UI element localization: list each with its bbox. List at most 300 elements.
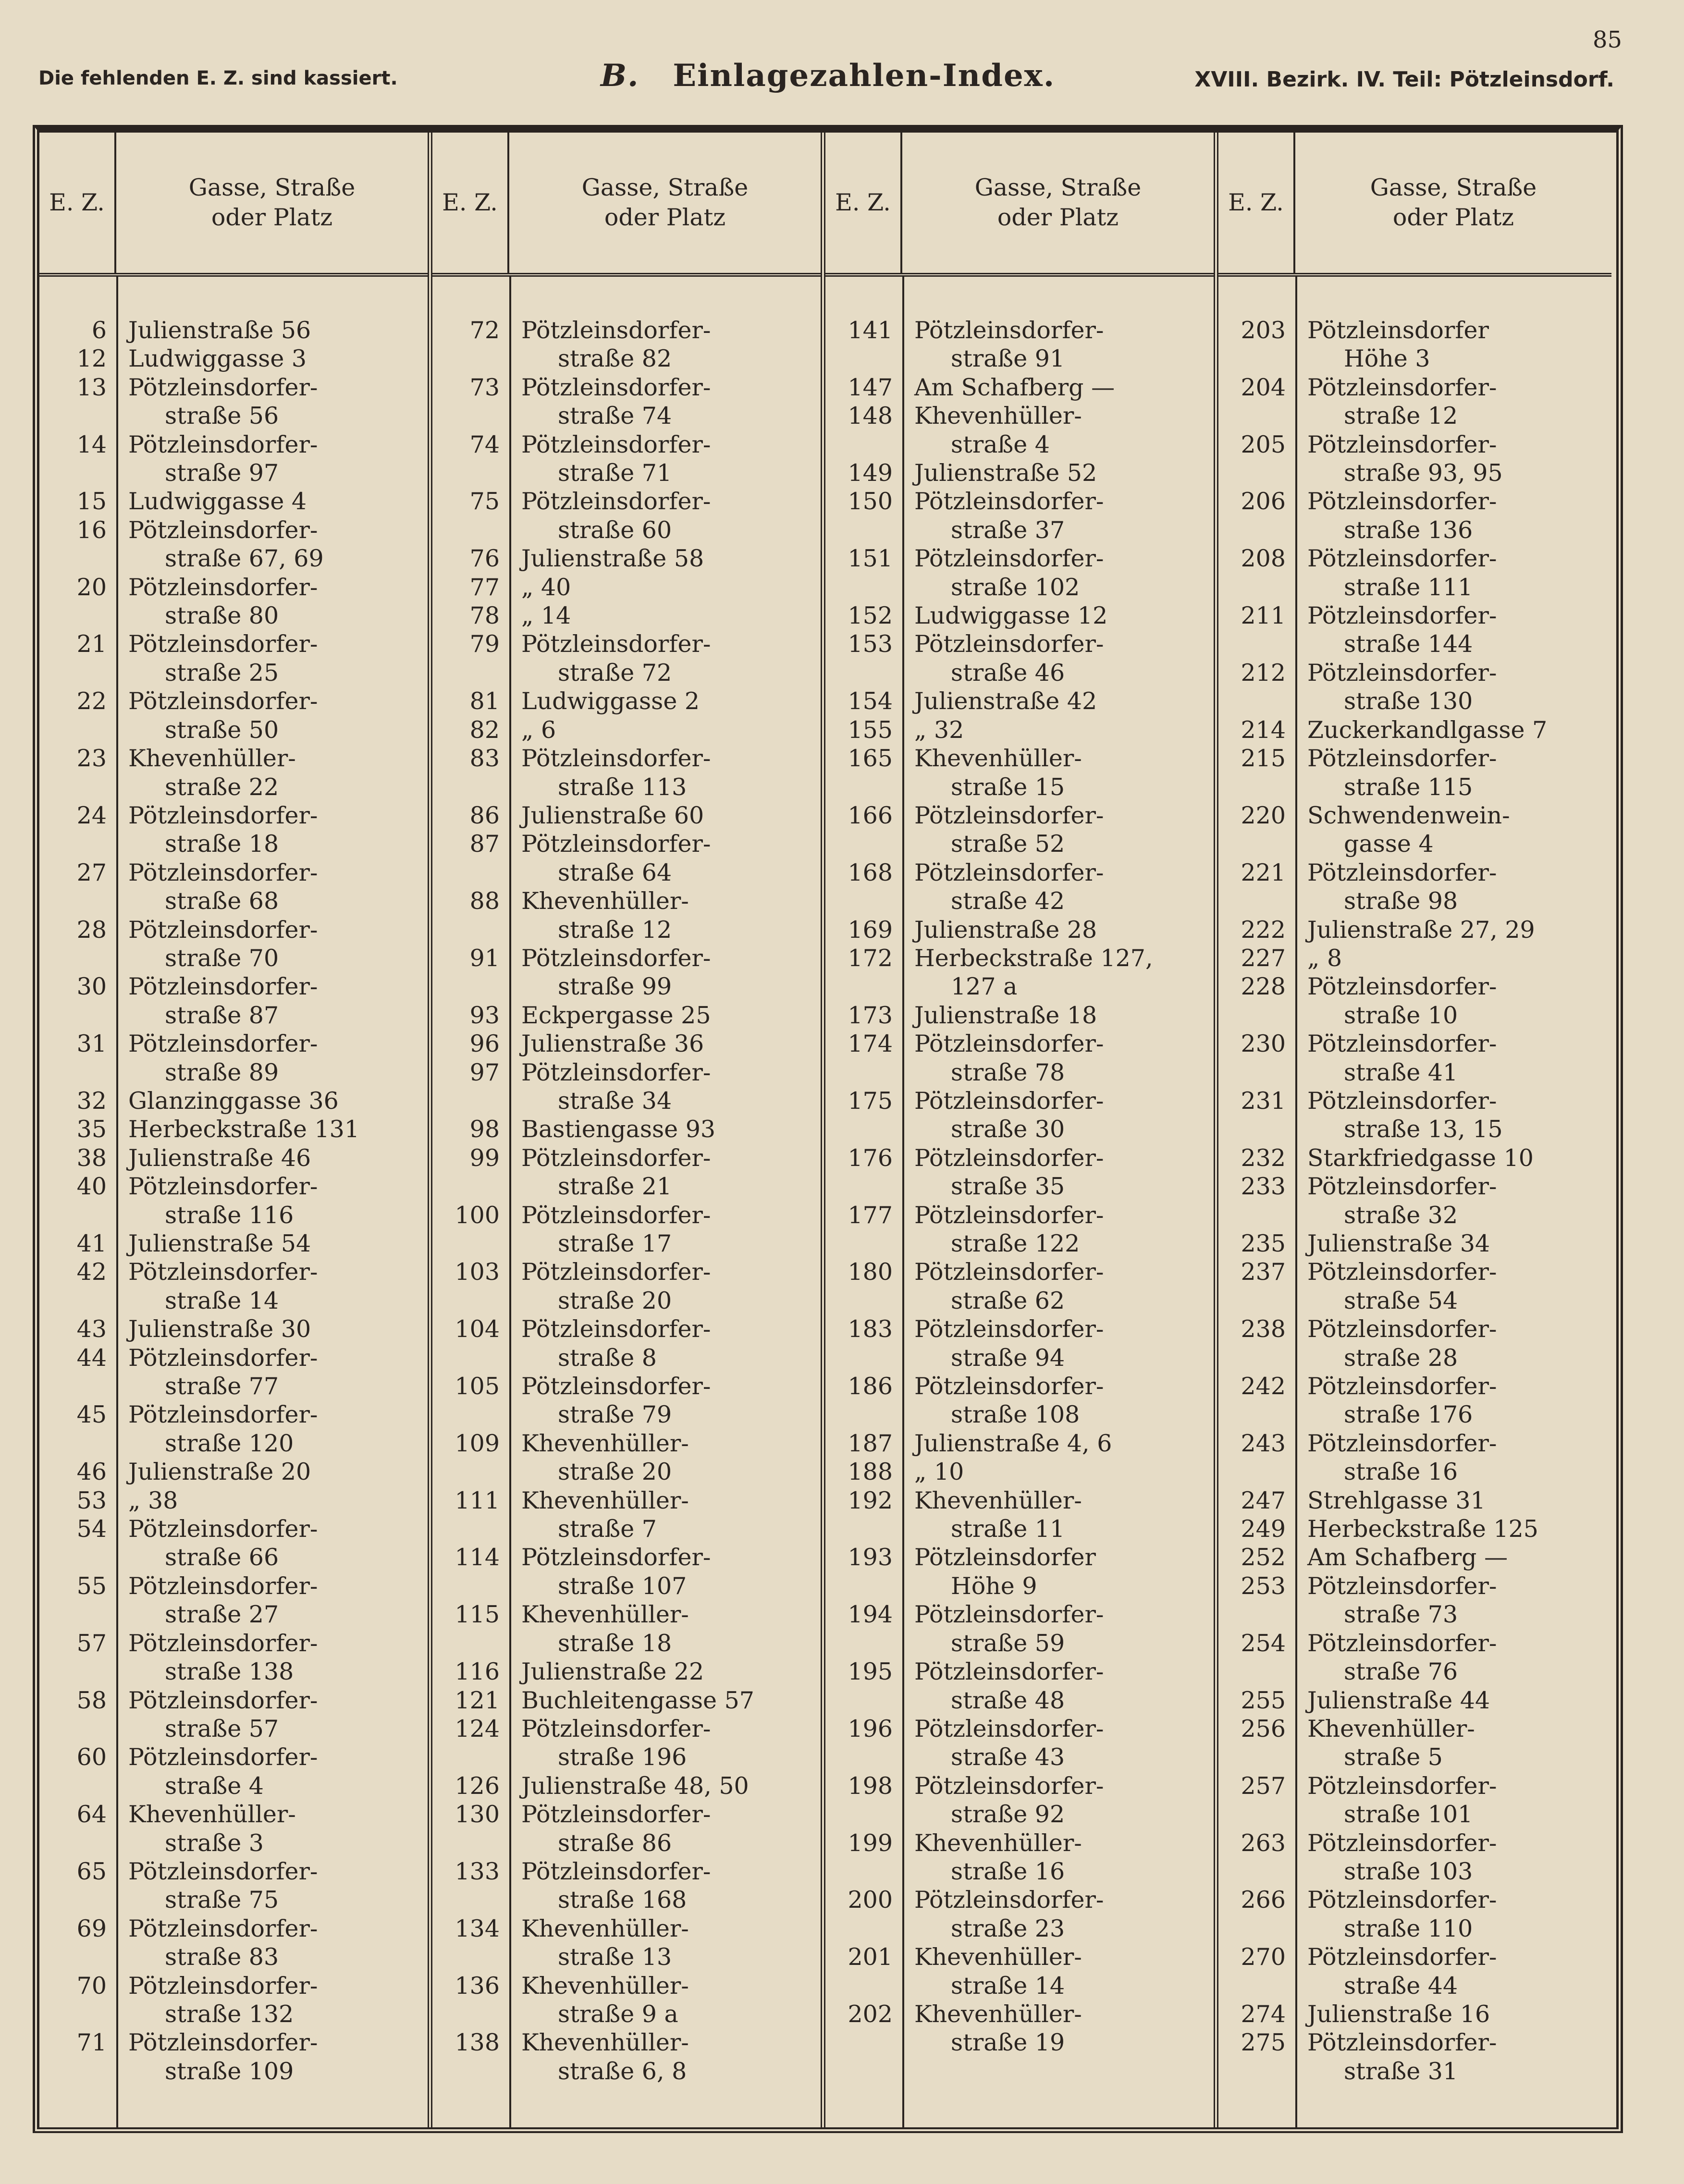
index-entry [432, 1657, 821, 1686]
ez-number: 15 [76, 488, 107, 515]
index-entry [1218, 1087, 1611, 1144]
street-line-2: straße 113 [558, 773, 687, 801]
ez-number: 166 [848, 801, 893, 829]
street-line-2: straße 32 [1344, 1201, 1458, 1229]
ez-number: 54 [76, 1515, 107, 1543]
street-address [902, 1600, 1214, 1657]
street-header-line1: Gasse, Straße [581, 174, 749, 201]
street-line-1: Pötzleinsdorfer- [1307, 1087, 1497, 1115]
street-line-1: Pötzleinsdorfer- [128, 1344, 318, 1372]
ez-number: 257 [1241, 1772, 1286, 1800]
street-line-1: Khevenhüller- [521, 1486, 689, 1514]
index-entry [432, 830, 821, 887]
street-line-1: Pötzleinsdorfer- [914, 1144, 1104, 1172]
index-entry [1218, 1572, 1611, 1629]
street-line-2: straße 7 [558, 1515, 657, 1543]
street-line-2: straße 144 [1344, 630, 1473, 658]
index-entry [1218, 972, 1611, 1030]
street-address [116, 1800, 428, 1857]
index-entry [825, 1657, 1214, 1715]
street-line-2: straße 87 [165, 1001, 279, 1029]
street-line-1: Julienstraße 28 [914, 916, 1097, 944]
street-address [902, 1087, 1214, 1144]
street-line-2: straße 115 [1344, 773, 1473, 801]
street-line-1: Pötzleinsdorfer- [914, 1373, 1104, 1400]
street-line-1: Pötzleinsdorfer- [521, 1315, 711, 1343]
ez-number: 12 [76, 345, 107, 373]
index-entry [39, 1572, 428, 1629]
index-table [33, 125, 1623, 2133]
street-line-1: Pötzleinsdorfer- [521, 1373, 711, 1400]
street-address [116, 859, 428, 916]
ez-number: 109 [455, 1429, 500, 1457]
street-address [509, 430, 821, 488]
street-address [509, 1001, 821, 1030]
index-entry [1218, 916, 1611, 944]
street-line-1: Pötzleinsdorfer- [914, 1258, 1104, 1286]
street-line-1: Pötzleinsdorfer- [128, 2029, 318, 2057]
index-entry [39, 430, 428, 488]
ez-number: 40 [76, 1173, 107, 1201]
ez-number: 172 [848, 944, 893, 972]
column-divider [1295, 277, 1297, 2127]
street-line-2: straße 57 [165, 1715, 279, 1742]
street-line-1: Julienstraße 30 [128, 1315, 311, 1343]
index-entry [432, 1914, 821, 1972]
street-line-2: straße 62 [951, 1287, 1065, 1314]
ez-number: 6 [91, 317, 107, 344]
street-address [1295, 1258, 1611, 1315]
street-line-1: Pötzleinsdorfer- [128, 1030, 318, 1058]
street-line-2: straße 107 [558, 1572, 687, 1600]
street-line-1: Pötzleinsdorfer- [128, 1173, 318, 1201]
column-group [432, 133, 825, 2127]
street-line-1: Julienstraße 22 [521, 1658, 704, 1686]
street-address [902, 2000, 1214, 2057]
street-line-1: Pötzleinsdorfer- [1307, 1629, 1497, 1657]
index-entry [432, 801, 821, 830]
street-line-1: Pötzleinsdorfer- [521, 1058, 711, 1086]
street-line-1: Strehlgasse 31 [1307, 1486, 1486, 1514]
street-address [1295, 1429, 1611, 1486]
index-entry [432, 1772, 821, 1800]
street-line-2: straße 75 [165, 1886, 279, 1914]
street-address [902, 1429, 1214, 1458]
ez-number: 253 [1241, 1572, 1286, 1600]
index-entry [825, 1429, 1214, 1458]
ez-number: 180 [848, 1258, 893, 1286]
street-address [509, 944, 821, 1001]
index-entry [432, 430, 821, 488]
street-address [116, 630, 428, 687]
street-address [1295, 1172, 1611, 1229]
street-line-2: straße 110 [1344, 1914, 1473, 1942]
street-address [116, 1914, 428, 1972]
street-line-2: straße 17 [558, 1230, 672, 1257]
street-line-1: Pötzleinsdorfer- [128, 1515, 318, 1543]
ez-number: 111 [455, 1486, 500, 1514]
index-entry [432, 601, 821, 630]
ez-number: 76 [469, 545, 500, 573]
index-entry [432, 1857, 821, 1914]
street-line-1: Pötzleinsdorfer- [128, 973, 318, 1001]
street-line-2: straße 109 [165, 2057, 294, 2085]
street-line-1: Pötzleinsdorfer- [1307, 1772, 1497, 1800]
index-entry [1218, 1715, 1611, 1772]
street-address [902, 1886, 1214, 1943]
ez-number: 242 [1241, 1373, 1286, 1400]
ez-number: 60 [76, 1743, 107, 1771]
street-line-1: Pötzleinsdorfer- [1307, 1572, 1497, 1600]
street-line-2: straße 21 [558, 1173, 672, 1201]
index-entry [825, 1458, 1214, 1486]
street-address [509, 1600, 821, 1657]
index-entry [39, 916, 428, 973]
street-line-2: straße 97 [165, 459, 279, 487]
section-letter: B. [601, 58, 639, 94]
ez-number: 174 [848, 1030, 893, 1058]
street-line-2: straße 4 [951, 430, 1050, 458]
street-line-1: Julienstraße 20 [128, 1458, 311, 1486]
street-line-1: Pötzleinsdorfer- [914, 1715, 1104, 1742]
street-line-2: straße 4 [165, 1772, 264, 1800]
street-line-2: straße 80 [165, 602, 279, 630]
ez-number: 266 [1241, 1886, 1286, 1914]
street-address [116, 916, 428, 973]
ez-number: 44 [76, 1344, 107, 1372]
ez-number: 201 [848, 1943, 893, 1971]
street-line-1: „ 6 [521, 716, 556, 744]
index-entry [432, 1800, 821, 1857]
street-line-2: straße 60 [558, 516, 672, 544]
ez-number: 14 [76, 430, 107, 458]
street-address [509, 1058, 821, 1116]
street-address [509, 1914, 821, 1972]
street-address [116, 1458, 428, 1486]
ez-number: 103 [455, 1258, 500, 1286]
index-entry [1218, 1629, 1611, 1686]
street-line-2: straße 82 [558, 345, 672, 373]
street-line-1: Julienstraße 58 [521, 545, 704, 573]
index-entry [825, 2000, 1214, 2057]
street-address [509, 630, 821, 687]
street-line-1: Ludwiggasse 4 [128, 488, 307, 515]
ez-number: 186 [848, 1373, 893, 1400]
street-line-1: Pötzleinsdorfer- [1307, 430, 1497, 458]
street-line-2: straße 54 [1344, 1287, 1458, 1314]
ez-number: 16 [76, 516, 107, 544]
index-entry [1218, 801, 1611, 859]
street-line-1: „ 40 [521, 573, 571, 601]
street-line-1: Pötzleinsdorfer- [1307, 1030, 1497, 1058]
header-note: Die fehlenden E. Z. sind kassiert. [38, 67, 398, 89]
ez-number: 126 [455, 1772, 500, 1800]
street-line-1: Pötzleinsdorfer- [914, 630, 1104, 658]
entry-list [1218, 277, 1611, 2127]
index-entry [825, 1372, 1214, 1429]
street-line-1: Julienstraße 46 [128, 1144, 311, 1172]
ez-number: 115 [455, 1601, 500, 1629]
ez-number: 79 [469, 630, 500, 658]
ez-number: 247 [1241, 1486, 1286, 1514]
street-line-2: Höhe 9 [951, 1572, 1037, 1600]
ez-number: 195 [848, 1658, 893, 1686]
index-entry [1218, 859, 1611, 916]
street-line-2: straße 42 [951, 887, 1065, 915]
index-entry [1218, 944, 1611, 972]
street-address [509, 1772, 821, 1800]
street-line-1: Julienstraße 52 [914, 459, 1097, 487]
street-line-2: straße 23 [951, 1914, 1065, 1942]
ez-number: 235 [1241, 1230, 1286, 1257]
index-entry [825, 1715, 1214, 1772]
ez-number: 32 [76, 1087, 107, 1115]
index-entry [39, 1629, 428, 1686]
street-line-1: Khevenhüller- [914, 402, 1082, 430]
street-line-1: Pötzleinsdorfer- [128, 1629, 318, 1657]
street-header-line2: oder Platz [997, 204, 1119, 231]
street-line-2: straße 14 [951, 1972, 1065, 2000]
ez-number: 206 [1241, 488, 1286, 515]
street-address [1295, 316, 1611, 373]
street-line-2: straße 5 [1344, 1743, 1443, 1771]
street-line-2: straße 91 [951, 345, 1065, 373]
index-entry [825, 1030, 1214, 1087]
index-entry [1218, 744, 1611, 801]
ez-number: 187 [848, 1429, 893, 1457]
index-entry [432, 1144, 821, 1201]
index-entry [1218, 1144, 1611, 1172]
street-line-1: Pötzleinsdorfer- [914, 1030, 1104, 1058]
ez-number: 70 [76, 1972, 107, 2000]
street-line-1: Pötzleinsdorfer- [128, 1258, 318, 1286]
ez-number: 133 [455, 1857, 500, 1885]
street-line-1: Khevenhüller- [914, 2000, 1082, 2028]
street-line-1: Julienstraße 44 [1307, 1686, 1490, 1714]
ez-number: 173 [848, 1001, 893, 1029]
street-line-2: straße 74 [558, 402, 672, 430]
district-label: XVIII. Bezirk. IV. Teil: Pötzleinsdorf. [1194, 67, 1614, 92]
index-entry [39, 573, 428, 630]
index-entry [825, 744, 1214, 801]
ez-number: 82 [469, 716, 500, 744]
street-address [116, 687, 428, 744]
ez-number: 147 [848, 373, 893, 401]
ez-number: 151 [848, 545, 893, 573]
ez-number: 87 [469, 830, 500, 858]
ez-number: 192 [848, 1486, 893, 1514]
street-header-line2: oder Platz [604, 204, 726, 231]
index-entry [825, 1829, 1214, 1886]
street-line-2: straße 46 [951, 659, 1065, 687]
street-line-2: straße 120 [165, 1429, 294, 1457]
ez-number: 99 [469, 1144, 500, 1172]
street-line-2: straße 3 [165, 1829, 264, 1857]
street-line-2: straße 89 [165, 1058, 279, 1086]
index-entry [39, 972, 428, 1030]
index-entry [825, 1144, 1214, 1201]
street-line-1: Pötzleinsdorfer- [128, 1914, 318, 1942]
index-entry [39, 1486, 428, 1515]
ez-number: 255 [1241, 1686, 1286, 1714]
page-number: 85 [1593, 26, 1623, 53]
index-entry [1218, 316, 1611, 373]
index-entry [432, 1972, 821, 2029]
street-line-1: Pötzleinsdorfer- [128, 859, 318, 886]
street-line-2: straße 28 [1344, 1344, 1458, 1372]
street-address [902, 316, 1214, 373]
street-line-1: Pötzleinsdorfer- [128, 1972, 318, 2000]
index-entry [39, 1229, 428, 1258]
street-header-line2: oder Platz [1392, 204, 1514, 231]
ez-number: 43 [76, 1315, 107, 1343]
ez-number: 237 [1241, 1258, 1286, 1286]
street-line-2: straße 78 [951, 1058, 1065, 1086]
street-line-1: Pötzleinsdorfer- [128, 687, 318, 715]
street-address [509, 1543, 821, 1600]
ez-number: 208 [1241, 545, 1286, 573]
street-address [116, 1572, 428, 1629]
street-line-1: Pötzleinsdorfer- [521, 630, 711, 658]
ez-number: 155 [848, 716, 893, 744]
street-line-2: straße 41 [1344, 1058, 1458, 1086]
street-line-1: Pötzleinsdorfer- [521, 373, 711, 401]
ez-number: 71 [76, 2029, 107, 2057]
column-divider [509, 277, 511, 2127]
street-line-1: Pötzleinsdorfer- [1307, 1373, 1497, 1400]
street-address [509, 316, 821, 373]
street-address [116, 972, 428, 1030]
street-line-1: Julienstraße 54 [128, 1230, 311, 1257]
street-address [902, 630, 1214, 687]
index-entry [825, 630, 1214, 687]
index-entry [825, 1943, 1214, 2000]
street-address [1295, 944, 1611, 972]
street-address [1295, 801, 1611, 859]
street-address [1295, 1486, 1611, 1515]
street-address [509, 487, 821, 544]
ez-number: 98 [469, 1116, 500, 1143]
street-line-1: Bastiengasse 93 [521, 1116, 716, 1143]
street-address [1295, 373, 1611, 430]
street-line-1: Herbeckstraße 131 [128, 1116, 359, 1143]
index-entry [825, 1001, 1214, 1030]
index-entry [1218, 2028, 1611, 2086]
index-entry [39, 1172, 428, 1229]
street-line-1: Pötzleinsdorfer- [1307, 659, 1497, 687]
index-entry [1218, 1829, 1611, 1886]
street-line-2: straße 86 [558, 1829, 672, 1857]
ez-number: 275 [1241, 2029, 1286, 2057]
index-entry [432, 573, 821, 601]
street-line-2: straße 196 [558, 1743, 687, 1771]
street-address [509, 373, 821, 430]
street-line-2: straße 8 [558, 1344, 657, 1372]
street-line-2: straße 132 [165, 2000, 294, 2028]
index-entry [1218, 2000, 1611, 2028]
ez-number: 152 [848, 602, 893, 630]
street-line-1: Ludwiggasse 3 [128, 345, 307, 373]
street-line-2: straße 71 [558, 459, 672, 487]
index-entry [39, 1800, 428, 1857]
ez-number: 196 [848, 1715, 893, 1742]
street-line-2: straße 18 [558, 1629, 672, 1657]
street-line-1: Julienstraße 60 [521, 801, 704, 829]
index-entry [1218, 1315, 1611, 1372]
street-line-1: Pötzleinsdorfer- [914, 545, 1104, 573]
street-address [1295, 1943, 1611, 2000]
street-line-1: Khevenhüller- [128, 1801, 296, 1828]
index-entry [825, 373, 1214, 402]
street-line-2: straße 130 [1344, 687, 1473, 715]
street-address [116, 744, 428, 801]
index-entry [432, 373, 821, 430]
street-address [116, 1315, 428, 1343]
ez-number: 55 [76, 1572, 107, 1600]
street-address [509, 1972, 821, 2029]
street-address [509, 601, 821, 630]
street-line-2: straße 72 [558, 659, 672, 687]
street-line-1: Zuckerkandlgasse 7 [1307, 716, 1548, 744]
street-line-1: „ 8 [1307, 944, 1342, 972]
street-line-1: „ 10 [914, 1458, 964, 1486]
street-line-2: straße 108 [951, 1401, 1080, 1429]
street-address [902, 1315, 1214, 1372]
street-address [509, 687, 821, 715]
street-address [1295, 1087, 1611, 1144]
street-address [1295, 1629, 1611, 1686]
ez-number: 96 [469, 1030, 500, 1058]
index-entry [432, 1001, 821, 1030]
street-address [116, 1515, 428, 1572]
street-line-2: straße 116 [165, 1201, 294, 1229]
street-line-1: Pötzleinsdorfer- [521, 1801, 711, 1828]
index-entry [39, 744, 428, 801]
street-address [509, 1800, 821, 1857]
street-address [509, 1144, 821, 1201]
index-entry [825, 316, 1214, 373]
street-line-1: Khevenhüller- [521, 1914, 689, 1942]
street-line-1: Herbeckstraße 125 [1307, 1515, 1538, 1543]
street-address [116, 1743, 428, 1800]
street-line-2: straße 50 [165, 716, 279, 744]
index-entry [432, 1372, 821, 1429]
street-line-2: straße 19 [951, 2029, 1065, 2057]
column-header [1218, 133, 1611, 277]
street-address [1295, 1030, 1611, 1087]
ez-number: 228 [1241, 973, 1286, 1001]
street-line-1: Julienstraße 16 [1307, 2000, 1490, 2028]
street-address [902, 1372, 1214, 1429]
street-line-1: Pötzleinsdorfer- [128, 1401, 318, 1429]
street-line-1: Julienstraße 56 [128, 317, 311, 344]
street-line-1: Khevenhüller- [914, 1829, 1082, 1857]
index-entry [825, 544, 1214, 601]
index-entry [825, 687, 1214, 715]
column-divider [902, 277, 904, 2127]
index-entry [825, 1087, 1214, 1144]
street-line-2: straße 13 [558, 1943, 672, 1971]
ez-number: 154 [848, 687, 893, 715]
column-body [39, 277, 428, 2127]
street-line-1: Pötzleinsdorfer [914, 1544, 1096, 1571]
street-line-1: Pötzleinsdorfer- [521, 430, 711, 458]
index-entry [432, 687, 821, 715]
street-line-1: Pötzleinsdorfer- [521, 1715, 711, 1742]
street-line-2: straße 98 [1344, 887, 1458, 915]
street-line-1: Pötzleinsdorfer- [1307, 1429, 1497, 1457]
index-entry [432, 544, 821, 573]
